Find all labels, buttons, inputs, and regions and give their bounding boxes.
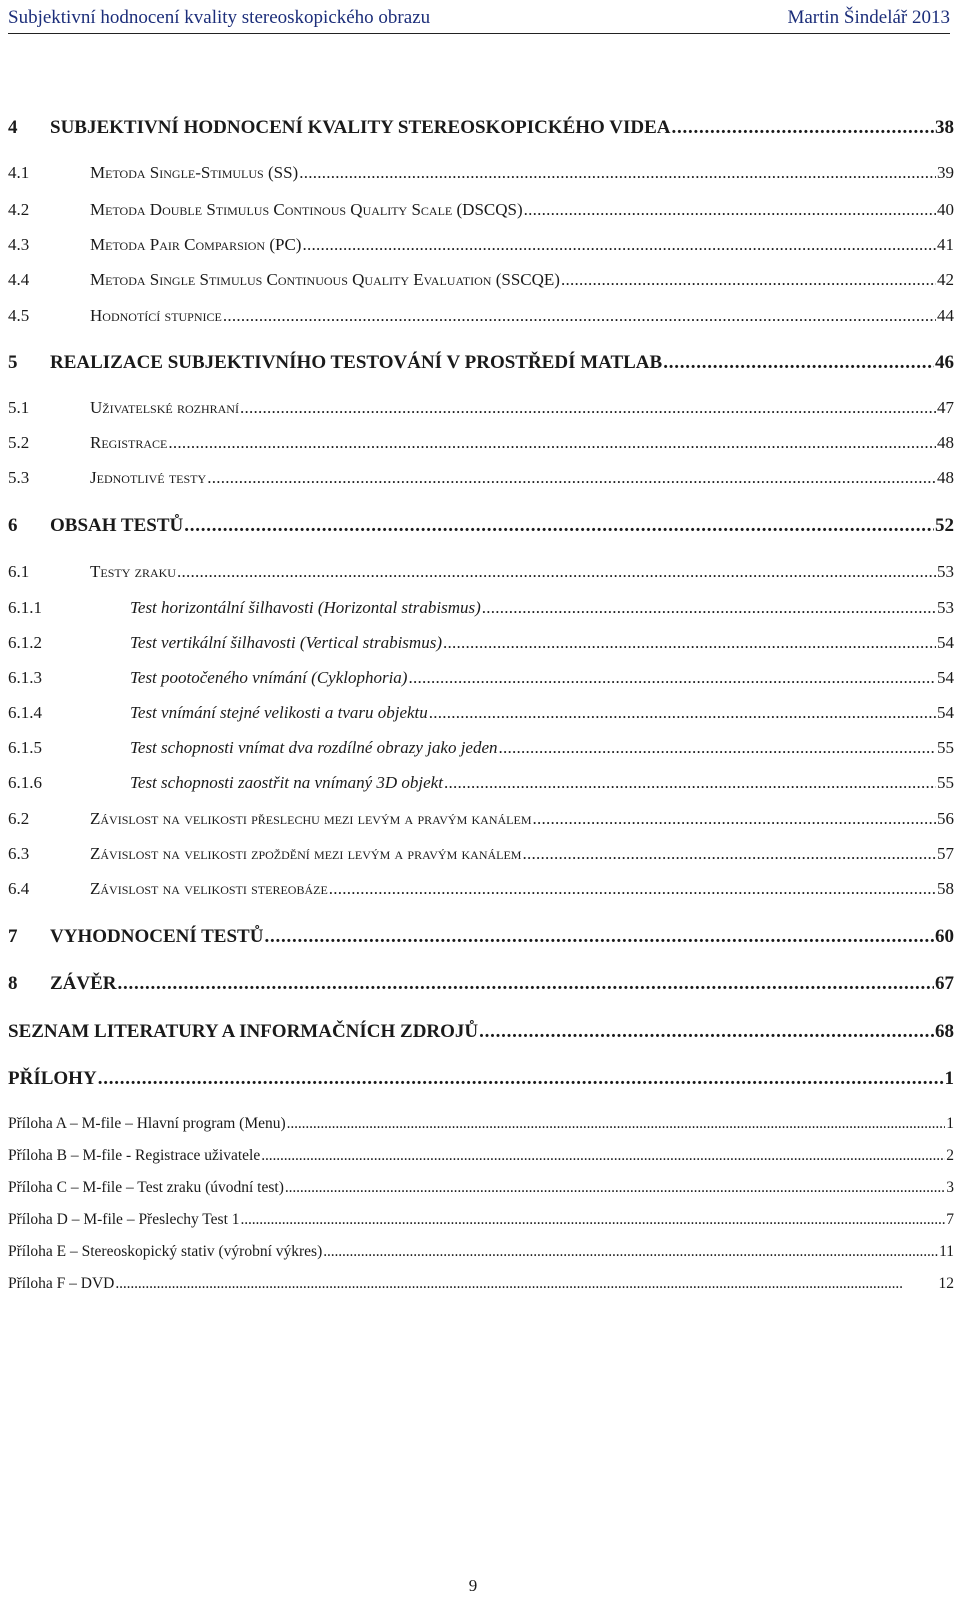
toc-title: OBSAH TESTŮ xyxy=(50,515,184,536)
toc-section-4-1[interactable] xyxy=(8,163,954,183)
toc-title: Příloha C – M-file – Test zraku (úvodní test) xyxy=(8,1179,284,1196)
toc-number: 5.3 xyxy=(8,468,30,487)
toc-section-6-3[interactable] xyxy=(8,844,954,864)
toc-leader xyxy=(499,738,936,758)
toc-subsection-6-1-2[interactable] xyxy=(8,633,954,653)
toc-appendix-c[interactable] xyxy=(8,1179,954,1197)
toc-chapter-4[interactable] xyxy=(8,117,954,139)
toc-leader xyxy=(533,809,937,829)
toc-title: Příloha D – M-file – Přeslechy Test 1 xyxy=(8,1211,240,1228)
toc-leader xyxy=(329,879,936,899)
toc-bibliography[interactable] xyxy=(8,1021,954,1043)
toc-title: Test schopnosti vnímat dva rozdílné obrazy jako jeden xyxy=(130,738,498,757)
toc-leader xyxy=(524,200,936,220)
toc-page: 41 xyxy=(937,235,954,254)
toc-title: SUBJEKTIVNÍ HODNOCENÍ KVALITY STEREOSKOPICKÉHO VIDEA xyxy=(50,117,671,138)
toc-title: Test vertikální šilhavosti (Vertical strabismus) xyxy=(130,633,442,652)
toc-appendices[interactable] xyxy=(8,1068,954,1090)
toc-leader xyxy=(223,306,936,326)
toc-title: Příloha F – DVD xyxy=(8,1275,115,1292)
toc-leader xyxy=(98,1068,944,1090)
toc-page: 67 xyxy=(935,973,954,994)
toc-leader xyxy=(663,352,934,374)
toc-page: 39 xyxy=(937,163,954,182)
toc-number: 5 xyxy=(8,352,18,373)
toc-title: Test vnímání stejné velikosti a tvaru objektu xyxy=(130,703,428,722)
toc-leader xyxy=(302,235,936,255)
toc-page: 60 xyxy=(935,926,954,947)
toc-leader xyxy=(241,1211,946,1229)
toc-number: 5.2 xyxy=(8,433,30,452)
toc-leader xyxy=(444,773,936,793)
toc-page: 2 xyxy=(946,1147,954,1164)
header-author-year: Martin Šindelář 2013 xyxy=(787,7,950,28)
toc-page: 7 xyxy=(946,1211,954,1228)
toc-page: 11 xyxy=(939,1243,954,1260)
toc-section-5-3[interactable] xyxy=(8,468,954,488)
toc-leader xyxy=(264,926,934,948)
toc-appendix-d[interactable] xyxy=(8,1211,954,1229)
header-document-title: Subjektivní hodnocení kvality stereoskopického obrazu xyxy=(8,7,431,28)
toc-leader xyxy=(482,598,936,618)
toc-chapter-8[interactable] xyxy=(8,973,954,995)
toc-title: Uživatelské rozhraní xyxy=(90,398,239,417)
toc-title: Metoda Single-Stimulus (SS) xyxy=(90,163,299,182)
toc-leader xyxy=(118,973,934,995)
toc-page: 48 xyxy=(937,433,954,452)
toc-number: 6.1.6 xyxy=(8,773,42,792)
toc-title: Příloha B – M-file - Registrace uživatele xyxy=(8,1147,261,1164)
toc-number: 6.1 xyxy=(8,562,30,581)
toc-appendix-f[interactable] xyxy=(8,1275,954,1293)
toc-title: Metoda Single Stimulus Continuous Quality Evaluation (SSCQE) xyxy=(90,270,560,289)
toc-section-4-2[interactable] xyxy=(8,200,954,220)
toc-number: 6.1.4 xyxy=(8,703,42,722)
page-number: 9 xyxy=(468,1576,478,1595)
toc-chapter-6[interactable] xyxy=(8,515,954,537)
toc-leader xyxy=(443,633,936,653)
toc-number: 6.1.2 xyxy=(8,633,42,652)
toc-page: 40 xyxy=(937,200,954,219)
toc-page: 1 xyxy=(946,1115,954,1132)
toc-page: 54 xyxy=(937,703,954,722)
toc-subsection-6-1-5[interactable] xyxy=(8,738,954,758)
toc-page: 3 xyxy=(946,1179,954,1196)
toc-chapter-5[interactable] xyxy=(8,352,954,374)
toc-page: 1 xyxy=(944,1068,954,1089)
toc-appendix-b[interactable] xyxy=(8,1147,954,1165)
toc-subsection-6-1-4[interactable] xyxy=(8,703,954,723)
toc-number: 6.1.5 xyxy=(8,738,42,757)
toc-leader xyxy=(115,1275,937,1293)
toc-title: REALIZACE SUBJEKTIVNÍHO TESTOVÁNÍ V PROSTŘEDÍ MATLAB xyxy=(50,352,663,373)
toc-number: 5.1 xyxy=(8,398,30,417)
toc-section-4-5[interactable] xyxy=(8,306,954,326)
toc-section-4-3[interactable] xyxy=(8,235,954,255)
toc-page: 44 xyxy=(937,306,954,325)
toc-leader xyxy=(671,117,934,139)
toc-page: 68 xyxy=(935,1021,954,1042)
toc-title: Závislost na velikosti přeslechu mezi levým a pravým kanálem xyxy=(90,809,532,828)
toc-appendix-e[interactable] xyxy=(8,1243,954,1261)
toc-number: 6.4 xyxy=(8,879,30,898)
toc-title: Test schopnosti zaostřit na vnímaný 3D objekt xyxy=(130,773,443,792)
toc-number: 4 xyxy=(8,117,18,138)
toc-number: 6.2 xyxy=(8,809,30,828)
toc-number: 7 xyxy=(8,926,18,947)
toc-subsection-6-1-1[interactable] xyxy=(8,598,954,618)
toc-number: 8 xyxy=(8,973,18,994)
toc-title: Testy zraku xyxy=(90,562,176,581)
toc-leader xyxy=(261,1147,945,1165)
toc-title: Test horizontální šilhavosti (Horizontal strabismus) xyxy=(130,598,481,617)
toc-page: 55 xyxy=(937,738,954,757)
toc-title: Příloha A – M-file – Hlavní program (Menu) xyxy=(8,1115,286,1132)
toc-leader xyxy=(240,398,936,418)
toc-page: 12 xyxy=(938,1275,954,1292)
toc-leader xyxy=(177,562,936,582)
toc-section-5-1[interactable] xyxy=(8,398,954,418)
toc-section-5-2[interactable] xyxy=(8,433,954,453)
toc-page: 52 xyxy=(935,515,954,536)
toc-number: 6.3 xyxy=(8,844,30,863)
running-header xyxy=(8,0,950,34)
toc-title: Test pootočeného vnímání (Cyklophoria) xyxy=(130,668,408,687)
toc-number: 6 xyxy=(8,515,18,536)
toc-section-4-4[interactable] xyxy=(8,270,954,290)
toc-appendix-a[interactable] xyxy=(8,1115,954,1133)
toc-number: 4.4 xyxy=(8,270,30,289)
toc-title: Hodnotící stupnice xyxy=(90,306,222,325)
toc-leader xyxy=(184,515,934,537)
toc-title: Závislost na velikosti zpoždění mezi levým a pravým kanálem xyxy=(90,844,522,863)
toc-number: 4.3 xyxy=(8,235,30,254)
toc-number: 4.2 xyxy=(8,200,30,219)
toc-section-6-4[interactable] xyxy=(8,879,954,899)
toc-number: 4.1 xyxy=(8,163,30,182)
toc-number: 6.1.1 xyxy=(8,598,42,617)
toc-page: 58 xyxy=(937,879,954,898)
toc-page: 47 xyxy=(937,398,954,417)
toc-chapter-7[interactable] xyxy=(8,926,954,948)
toc-title: Závislost na velikosti stereobáze xyxy=(90,879,328,898)
toc-leader xyxy=(479,1021,934,1043)
toc-title: PŘÍLOHY xyxy=(8,1068,97,1089)
toc-page: 38 xyxy=(935,117,954,138)
toc-leader xyxy=(429,703,936,723)
toc-leader xyxy=(408,668,936,688)
toc-page: 42 xyxy=(937,270,954,289)
toc-title: Registrace xyxy=(90,433,168,452)
toc-page: 48 xyxy=(937,468,954,487)
toc-subsection-6-1-6[interactable] xyxy=(8,773,954,793)
toc-leader xyxy=(323,1243,938,1261)
toc-page: 46 xyxy=(935,352,954,373)
toc-page: 56 xyxy=(937,809,954,828)
toc-subsection-6-1-3[interactable] xyxy=(8,668,954,688)
toc-section-6-2[interactable] xyxy=(8,809,954,829)
toc-number: 4.5 xyxy=(8,306,30,325)
toc-page: 53 xyxy=(937,562,954,581)
toc-leader xyxy=(285,1179,945,1197)
toc-leader xyxy=(522,844,936,864)
toc-section-6-1[interactable] xyxy=(8,562,954,582)
toc-leader xyxy=(168,433,936,453)
toc-page: 53 xyxy=(937,598,954,617)
toc-page: 57 xyxy=(937,844,954,863)
toc-leader xyxy=(207,468,936,488)
toc-title: Metoda Pair Comparsion (PC) xyxy=(90,235,302,254)
toc-number: 6.1.3 xyxy=(8,668,42,687)
toc-page: 55 xyxy=(937,773,954,792)
toc-title: Metoda Double Stimulus Continous Quality Scale (DSCQS) xyxy=(90,200,523,219)
toc-title: SEZNAM LITERATURY A INFORMAČNÍCH ZDROJŮ xyxy=(8,1021,479,1042)
toc-leader xyxy=(287,1115,946,1133)
toc-page: 54 xyxy=(937,633,954,652)
toc-title: VYHODNOCENÍ TESTŮ xyxy=(50,926,264,947)
toc-title: Jednotlivé testy xyxy=(90,468,207,487)
toc-leader xyxy=(561,270,936,290)
toc-page: 54 xyxy=(937,668,954,687)
toc-title: ZÁVĚR xyxy=(50,973,117,994)
toc-title: Příloha E – Stereoskopický stativ (výrobní výkres) xyxy=(8,1243,323,1260)
toc-leader xyxy=(299,163,936,183)
